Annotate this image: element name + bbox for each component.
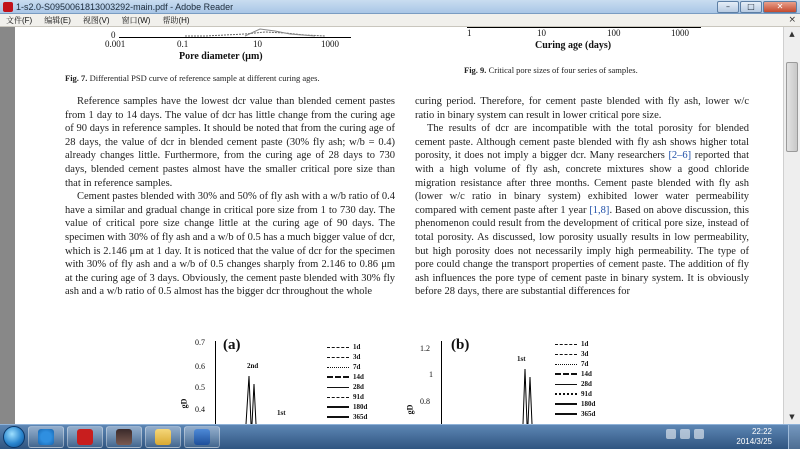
- plot-b-y-tick: 0.8: [420, 397, 430, 406]
- tray-show-hidden-icon[interactable]: [666, 429, 676, 439]
- volume-icon[interactable]: [694, 429, 704, 439]
- scroll-up-arrow-icon[interactable]: ▲: [789, 30, 795, 38]
- legend-item: 365d: [327, 413, 367, 421]
- left-paragraph-1: Reference samples have the lowest dcr value than blended cement pastes from 1 day to 14 days. The value of dcr has little change from the curing age of 90 days in reference samples. It should be noted that from the curing age of 28 days, the value of dcr in blended cement paste (30% fly ash; w/b = 0.4) already changes little. Furthermore, from the curing age of 28 days to 730 days, blended cement pastes almost have the smaller critical pore size than that in reference samples.: [65, 96, 395, 189]
- sogou-icon: [38, 429, 54, 445]
- legend-item: 3d: [555, 350, 588, 358]
- user-photo-icon: [116, 429, 132, 445]
- fig7-xlabel: Pore diameter (μm): [179, 51, 263, 62]
- fig9-x-tick: 1000: [671, 28, 689, 38]
- plot-a-y-tick: 0.4: [195, 405, 205, 414]
- windows-taskbar: [0, 424, 800, 449]
- fig7-x-tick: 0.001: [105, 39, 126, 49]
- menu-help[interactable]: 帮助(H): [162, 15, 190, 25]
- plot-b-label: (b): [451, 337, 470, 353]
- scroll-thumb[interactable]: [786, 62, 798, 152]
- fig7-x-tick: 10: [253, 39, 262, 49]
- legend-item: 7d: [327, 363, 360, 371]
- right-paragraph-2b: reported that with a high volume of fly ash, concrete mixtures show a good chloride migration resistance after three months. Cement paste blended with fly ash (lower w/c ratio in binary system) exhibited lower water permeability compared with cement paste after 1 year: [415, 150, 749, 216]
- right-paragraph-2a: The results of dcr are incompatible with the total porosity for blended cement paste. Although cement paste blended with fly ash shows higher total porosity, it does not imply a bigger dcr. Many researchers: [415, 123, 749, 162]
- window-title-bar: [0, 0, 800, 14]
- taskbar-app-word[interactable]: [184, 426, 220, 448]
- fig9-x-tick: 100: [607, 28, 621, 38]
- fig7-plot-remnant: [185, 27, 335, 37]
- legend-item: 91d: [327, 393, 364, 401]
- plot-a-y-tick: 0.7: [195, 338, 205, 347]
- word-icon: [194, 429, 210, 445]
- plot-b-y-tick: 1: [429, 370, 433, 379]
- legend-item: 14d: [327, 373, 364, 381]
- plot-a-label: (a): [223, 337, 241, 353]
- taskbar-clock[interactable]: [736, 427, 772, 447]
- fig7-x-axis: [119, 37, 351, 38]
- start-button[interactable]: [3, 426, 25, 448]
- window-controls: [717, 1, 797, 13]
- legend-item: 365d: [555, 410, 595, 418]
- plot-a-y-tick: 0.5: [195, 383, 205, 392]
- taskbar-app-user[interactable]: [106, 426, 142, 448]
- plot-a-annotation: 2nd: [247, 362, 259, 370]
- fig7-caption: [65, 73, 320, 83]
- pdf-icon: [77, 429, 93, 445]
- plot-b-annotation: 1st: [517, 355, 526, 363]
- clock-date: 2014/3/25: [736, 437, 772, 446]
- citation-link[interactable]: [2–6]: [668, 150, 692, 162]
- scroll-down-arrow-icon[interactable]: ▼: [789, 413, 795, 421]
- menu-window[interactable]: 窗口(W): [121, 15, 151, 25]
- plot-b-peak: [520, 367, 534, 424]
- taskbar-app-sogou[interactable]: [28, 426, 64, 448]
- legend-item: 3d: [327, 353, 360, 361]
- fig9-x-tick: 1: [467, 28, 472, 38]
- right-paragraph-2c: . Based on above discussion, this phenomenon could result from the development of critical pore size, instead of total porosity. As discussed, low porosity usually results in low permeability, but high porosity does not necessarily imply high permeability. The type of pore could change the transport properties of cement paste. The addition of fly ash influences the pore type of cement paste in binary system. It is obviously before 28 days, there are substantial differences for: [415, 204, 749, 298]
- legend-item: 28d: [555, 380, 592, 388]
- show-desktop-button[interactable]: [788, 425, 800, 449]
- plot-a-peak: [243, 372, 259, 424]
- document-close-icon[interactable]: ×: [788, 15, 796, 25]
- plot-a-annotation: 1st: [277, 409, 286, 417]
- menu-bar: [0, 14, 800, 27]
- menu-edit[interactable]: 编辑(E): [44, 15, 71, 25]
- taskbar-app-explorer[interactable]: [145, 426, 181, 448]
- window-title: 1-s2.0-S0950061813003292-main.pdf - Adobe Reader: [16, 1, 234, 12]
- maximize-button[interactable]: □: [740, 1, 762, 13]
- plot-b-ylabel: gD: [405, 404, 415, 415]
- fig9-caption-text: Critical pore sizes of four series of samples.: [488, 65, 638, 75]
- adobe-reader-icon: [3, 2, 13, 12]
- fig7-x-tick: 0.1: [177, 39, 189, 49]
- legend-item: 180d: [555, 400, 595, 408]
- fig9-x-tick: 10: [537, 28, 546, 38]
- legend-item: 28d: [327, 383, 364, 391]
- legend-item: 14d: [555, 370, 592, 378]
- fig7-x-tick: 1000: [321, 39, 339, 49]
- legend-item: 1d: [327, 343, 360, 351]
- legend-item: 7d: [555, 360, 588, 368]
- plot-b-y-axis: [441, 341, 442, 424]
- legend-item: 91d: [555, 390, 592, 398]
- fig9-caption: [464, 65, 638, 75]
- taskbar-app-adobe-reader[interactable]: [67, 426, 103, 448]
- legend-item: 1d: [555, 340, 588, 348]
- fig7-caption-text: Differential PSD curve of reference sample at different curing ages.: [89, 73, 320, 83]
- menu-file[interactable]: 文件(F): [6, 15, 33, 25]
- legend-item: 180d: [327, 403, 367, 411]
- fig7-caption-label: Fig. 7.: [65, 73, 88, 83]
- document-view[interactable]: [0, 27, 783, 424]
- plot-a-ylabel: gD: [179, 398, 189, 409]
- fig9-xlabel: Curing age (days): [535, 40, 612, 51]
- vertical-scrollbar[interactable]: [783, 27, 800, 424]
- right-paragraph-2: [415, 122, 749, 299]
- fig9-caption-label: Fig. 9.: [464, 65, 487, 75]
- clock-time: 22:22: [751, 427, 772, 436]
- citation-link[interactable]: [1,8]: [589, 204, 610, 216]
- folder-icon: [155, 429, 171, 445]
- plot-a-y-tick: 0.6: [195, 362, 205, 371]
- left-text-column: [65, 95, 395, 299]
- plot-a-legend: [327, 343, 407, 424]
- menu-view[interactable]: 视图(V): [82, 15, 110, 25]
- minimize-button[interactable]: –: [717, 1, 739, 13]
- plot-b-y-tick: 1.2: [420, 344, 430, 353]
- right-text-column: [415, 95, 749, 299]
- left-paragraph-2: Cement pastes blended with 30% and 50% of fly ash with a w/b ratio of 0.4 have a similar and gradual change in critical pore size from 1 to 730 day. The value of critical pore size change little at the curing age of 90 days. The specimen with 30% of fly ash and a w/b of 0.5 has a much bigger value of dcr, which is 2.146 μm at 1 day. It is noticed that the value of dcr for the specimen with 30% of fly ash and a w/b of 0.5 changes sharply from 2.146 to 0.86 μm at the curing age of 3 days. Obviously, the cement paste blended with 30% fly ash and a w/b ratio of 0.5 almost has the bigger dcr throughout the whole: [65, 191, 395, 298]
- plot-a-y-axis: [215, 341, 216, 424]
- fig9-x-axis: [467, 27, 701, 28]
- network-icon[interactable]: [680, 429, 690, 439]
- fig7-tick-zero: 0: [111, 30, 116, 40]
- close-button[interactable]: ✕: [763, 1, 797, 13]
- plot-b-legend: [555, 340, 635, 424]
- right-paragraph-1: curing period. Therefore, for cement paste blended with fly ash, lower w/c ratio in binary system can result in lower critical pore size.: [415, 96, 749, 121]
- pdf-page: [15, 27, 783, 424]
- system-tray: [666, 429, 704, 439]
